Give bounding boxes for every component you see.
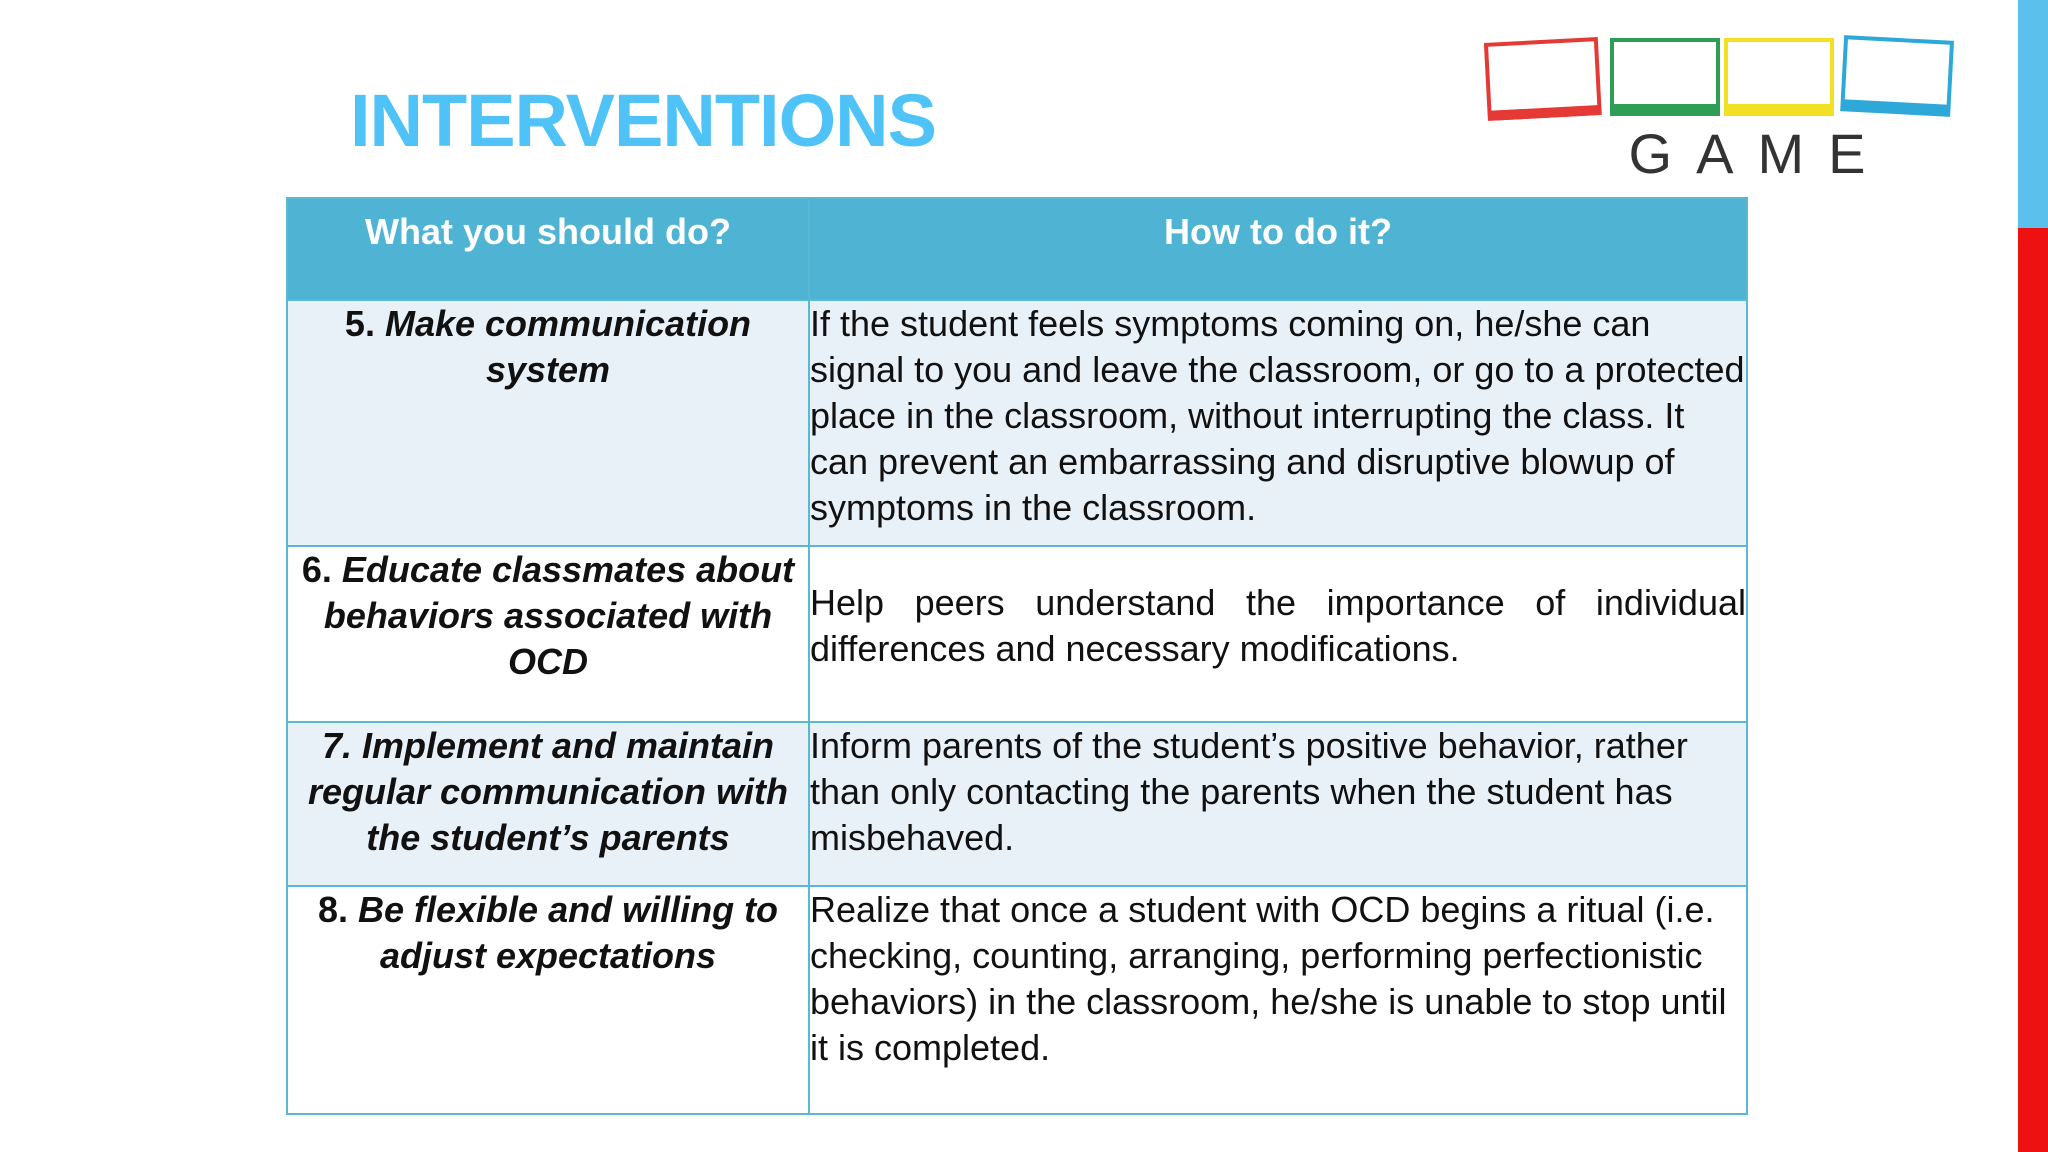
table-row [287, 546, 1747, 722]
table-row [287, 722, 1747, 886]
row-action [287, 300, 809, 546]
row-how: Help peers understand the importance of individual differences and necessary modifications. [809, 546, 1747, 722]
accent-stripe-red [2018, 228, 2048, 1152]
row-action-text: 7. Implement and maintain regular communication with the student’s parents [307, 725, 789, 858]
logo-text: GAME [1628, 122, 1890, 185]
table-row [287, 886, 1747, 1114]
interventions-table [286, 197, 1748, 1115]
row-action [287, 886, 809, 1114]
row-action [287, 722, 809, 886]
row-action-text: Be flexible and willing to adjust expectations [358, 889, 779, 976]
row-number: 8. [317, 889, 348, 930]
logo-square-yellow [1726, 40, 1832, 114]
row-how: If the student feels symptoms coming on, he/she can signal to you and leave the classroom, or go to a protected place in the classroom, without interrupting the class. It can prevent an embarrassing and disruptive blowup of symptoms in the classroom. [809, 300, 1747, 546]
row-action-text: Educate classmates about behaviors associated with OCD [323, 549, 795, 682]
logo-squares [1482, 34, 1960, 134]
table-header-row [287, 198, 1747, 300]
header-how: How to do it? [809, 198, 1747, 300]
logo-square-green [1612, 40, 1718, 114]
logo-square-blue [1842, 37, 1952, 114]
row-number: 5. [344, 303, 375, 344]
table-row [287, 300, 1747, 546]
slide-title: INTERVENTIONS [350, 79, 936, 162]
row-how: Inform parents of the student’s positive behavior, rather than only contacting the parents when the student has misbehaved. [809, 722, 1747, 886]
logo-square-red [1486, 39, 1600, 121]
row-number: 6. [301, 549, 332, 590]
row-action [287, 546, 809, 722]
game-logo [1482, 34, 1960, 184]
accent-stripe-blue [2018, 0, 2048, 228]
row-how: Realize that once a student with OCD begins a ritual (i.e. checking, counting, arranging, performing perfectionistic behaviors) in the classroom, he/she is unable to stop until it is completed. [809, 886, 1747, 1114]
header-what: What you should do? [287, 198, 809, 300]
row-action-text: Make communication system [384, 303, 752, 390]
